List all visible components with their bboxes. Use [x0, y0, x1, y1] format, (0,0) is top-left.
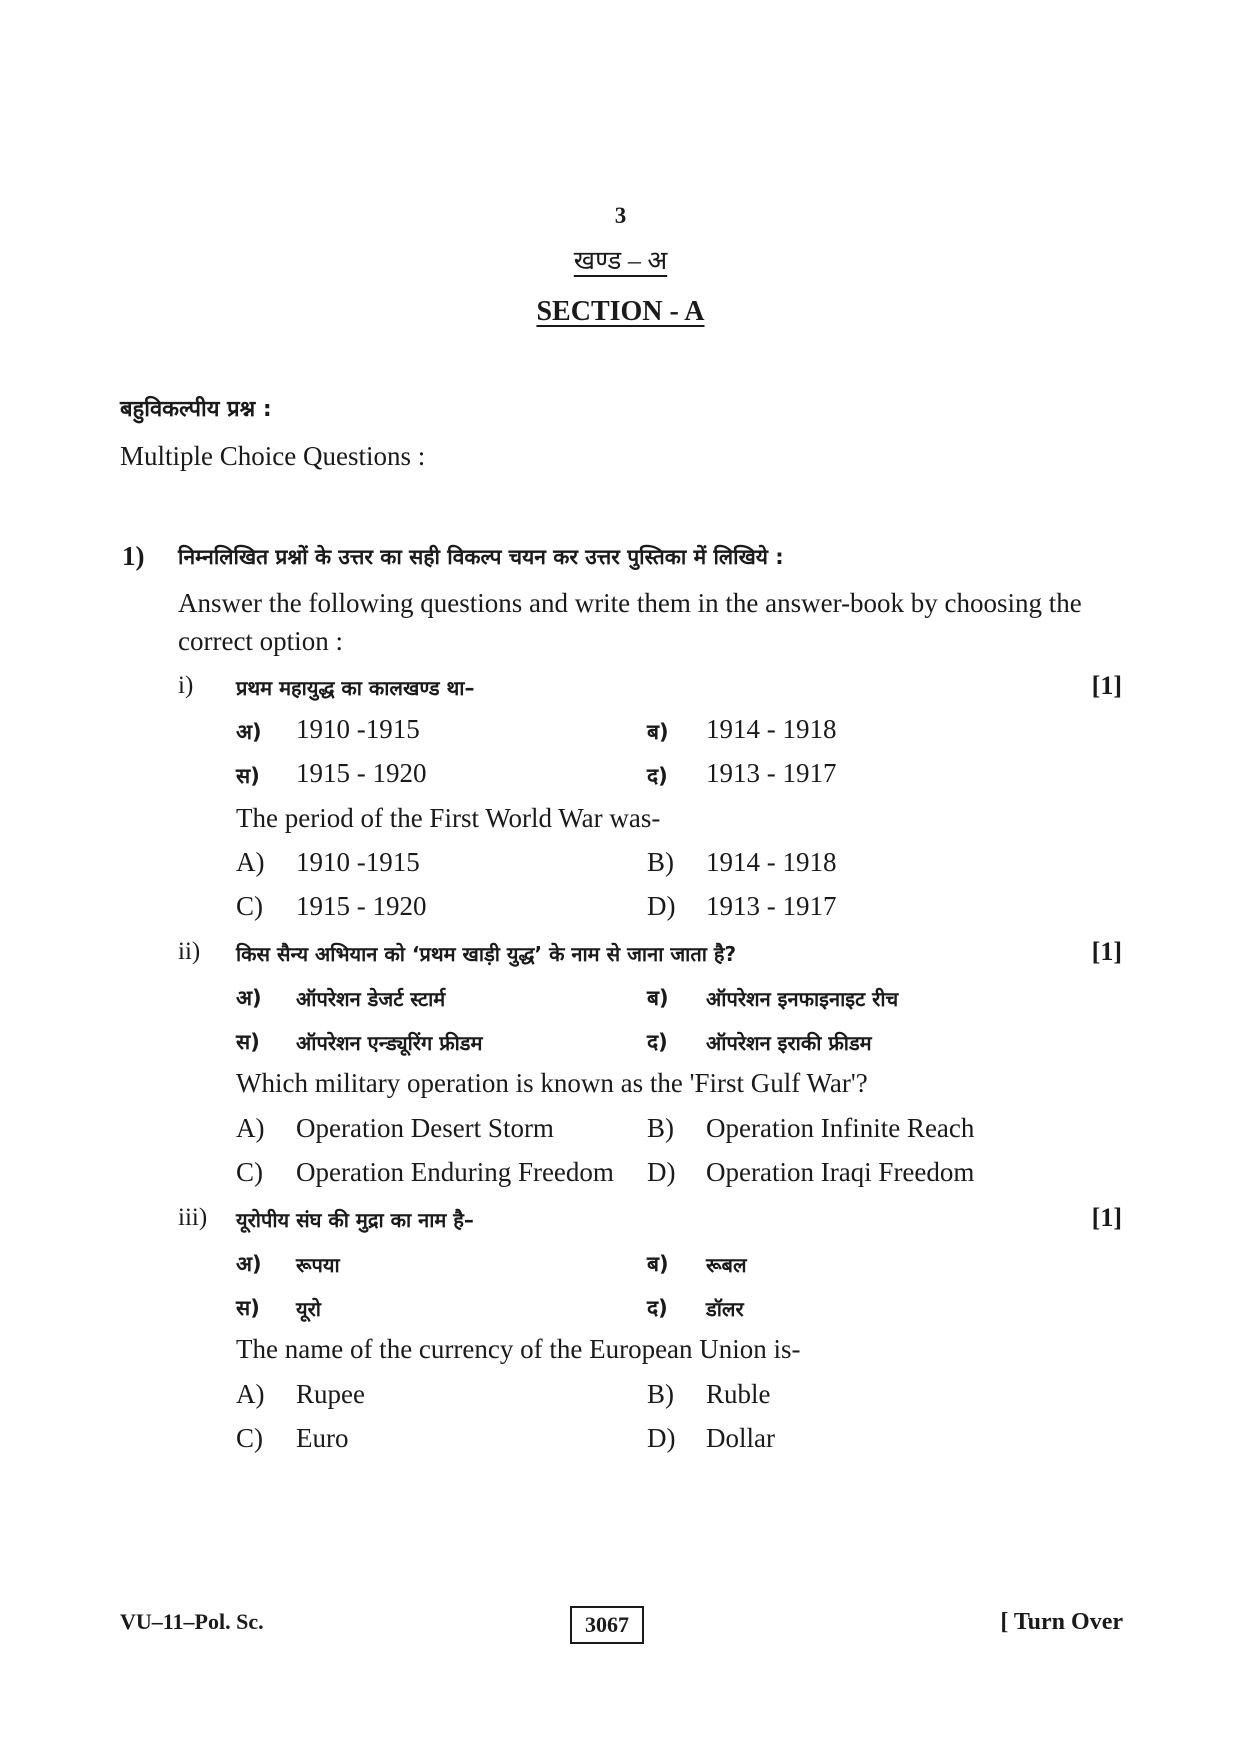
- section-title-hindi: खण्ड – अ: [573, 246, 668, 275]
- option-label: स): [236, 764, 260, 788]
- option-text: 1914 - 1918: [706, 714, 837, 744]
- subquestion-english: The period of the First World War was-: [236, 803, 661, 833]
- option-text: ऑपरेशन एन्ड्यूरिंग फ्रीडम: [296, 1031, 483, 1055]
- subquestion-english: Which military operation is known as the 'First Gulf War'?: [236, 1068, 868, 1098]
- option-label: B): [647, 1379, 674, 1409]
- option-text: Operation Iraqi Freedom: [706, 1157, 975, 1187]
- option-text: ऑपरेशन इनफाइनाइट रीच: [706, 987, 899, 1011]
- option-text: Rupee: [296, 1379, 365, 1409]
- mcq-heading-english: Multiple Choice Questions :: [120, 441, 426, 471]
- option-label: D): [647, 1423, 676, 1453]
- option-label: ब): [647, 1252, 669, 1276]
- marks: [1]: [1091, 1203, 1122, 1232]
- option-text: 1914 - 1918: [706, 847, 837, 877]
- option-label: C): [236, 891, 263, 921]
- option-label: द): [647, 764, 668, 788]
- subquestion-hindi: किस सैन्य अभियान को ‘प्रथम खाड़ी युद्ध’ के नाम से जाना जाता है?: [236, 942, 737, 966]
- option-label: ब): [647, 720, 669, 744]
- turn-over-label: [ Turn Over: [1000, 1609, 1123, 1635]
- marks: [1]: [1091, 671, 1122, 700]
- option-label: अ): [236, 986, 262, 1010]
- option-label: अ): [236, 1252, 262, 1276]
- subquestion-number: i): [178, 672, 194, 699]
- page-number: 3: [614, 203, 627, 228]
- option-label: A): [236, 1379, 265, 1409]
- option-text: Operation Infinite Reach: [706, 1113, 975, 1143]
- option-text: यूरो: [296, 1297, 321, 1321]
- subquestion-english: The name of the currency of the European Union is-: [236, 1334, 801, 1364]
- paper-code: VU–11–Pol. Sc.: [120, 1609, 264, 1634]
- option-text: 1915 - 1920: [296, 758, 427, 788]
- marks: [1]: [1091, 937, 1122, 966]
- mcq-heading-hindi: बहुविकल्पीय प्रश्न :: [120, 397, 272, 422]
- option-text: रूपया: [296, 1253, 340, 1277]
- instruction-english: Answer the following questions and write them in the answer-book by choosing the correct option :: [178, 588, 1082, 656]
- subquestion-number: iii): [178, 1204, 208, 1231]
- option-text: 1915 - 1920: [296, 891, 427, 921]
- option-label: D): [647, 891, 676, 921]
- instruction-hindi: निम्नलिखित प्रश्नों के उत्तर का सही विकल्प चयन कर उत्तर पुस्तिका में लिखिये :: [178, 545, 784, 569]
- option-label: स): [236, 1296, 260, 1320]
- option-text: Ruble: [706, 1379, 771, 1409]
- option-label: द): [647, 1296, 668, 1320]
- option-text: डॉलर: [706, 1297, 744, 1321]
- option-label: A): [236, 847, 265, 877]
- option-text: 1910 -1915: [296, 714, 420, 744]
- option-text: 1913 - 1917: [706, 758, 837, 788]
- option-label: स): [236, 1030, 260, 1054]
- subquestion-number: ii): [178, 938, 201, 965]
- option-label: अ): [236, 720, 262, 744]
- option-text: Dollar: [706, 1423, 775, 1453]
- option-text: 1913 - 1917: [706, 891, 837, 921]
- option-text: ऑपरेशन डेजर्ट स्टार्म: [296, 987, 446, 1011]
- option-label: B): [647, 1113, 674, 1143]
- option-text: ऑपरेशन इराकी फ्रीडम: [706, 1031, 872, 1055]
- option-label: ब): [647, 986, 669, 1010]
- option-label: C): [236, 1157, 263, 1187]
- question-number: 1): [122, 541, 145, 571]
- option-text: Euro: [296, 1423, 349, 1453]
- section-title-english: SECTION - A: [536, 296, 705, 327]
- option-text: रूबल: [706, 1253, 747, 1277]
- option-label: B): [647, 847, 674, 877]
- option-text: Operation Desert Storm: [296, 1113, 554, 1143]
- option-label: C): [236, 1423, 263, 1453]
- subquestion-hindi: यूरोपीय संघ की मुद्रा का नाम है–: [236, 1208, 474, 1232]
- option-text: 1910 -1915: [296, 847, 420, 877]
- option-text: Operation Enduring Freedom: [296, 1157, 614, 1187]
- subquestion-hindi: प्रथम महायुद्ध का कालखण्ड था–: [236, 676, 475, 700]
- option-label: A): [236, 1113, 265, 1143]
- option-label: द): [647, 1030, 668, 1054]
- paper-number-box: 3067: [570, 1606, 644, 1644]
- option-label: D): [647, 1157, 676, 1187]
